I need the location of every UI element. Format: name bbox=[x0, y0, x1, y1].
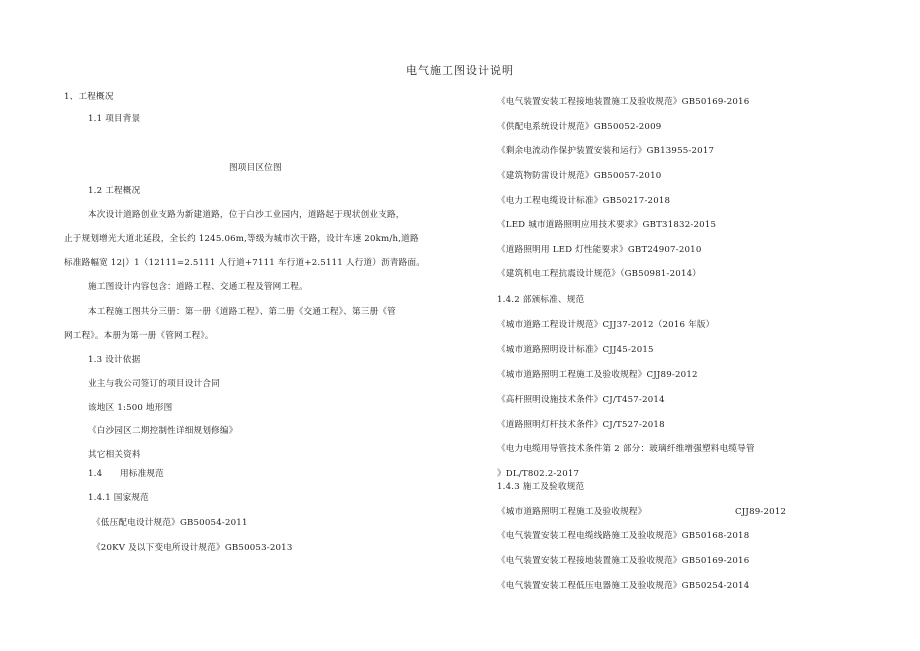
standard-item-code: CJJ89-2012 bbox=[735, 507, 787, 517]
standard-item: 《电气装置安装工程电缆线路施工及验收规范》GB50168-2018 bbox=[497, 531, 750, 541]
section-heading-1: 1、工程概况 bbox=[64, 92, 114, 102]
standard-item: 《高杆照明设施技术条件》CJ/T457-2014 bbox=[497, 395, 665, 405]
section-heading-1-4-number: 1.4 bbox=[88, 469, 103, 479]
section-heading-1-1: 1.1 项目背景 bbox=[88, 114, 141, 124]
section-heading-1-3: 1.3 设计依据 bbox=[88, 355, 141, 365]
standard-item: 《低压配电设计规范》GB50054-2011 bbox=[92, 518, 248, 528]
standard-item: 《电气装置安装工程接地装置施工及验收规范》GB50169-2016 bbox=[497, 556, 750, 566]
basis-item: 其它相关资料 bbox=[88, 450, 141, 460]
section-heading-1-4-text: 用标准规范 bbox=[120, 469, 164, 479]
standard-item: 《建筑物防雷设计规范》GB50057-2010 bbox=[497, 171, 662, 181]
standard-item: 《LED 城市道路照明应用技术要求》GBT31832-2015 bbox=[497, 220, 717, 230]
section-heading-1-4-2: 1.4.2 部颁标准、规范 bbox=[497, 295, 585, 305]
section-heading-1-4-1: 1.4.1 国家规范 bbox=[88, 493, 149, 503]
paragraph-line: 网工程》。本册为第一册《管网工程》。 bbox=[64, 331, 214, 341]
figure-caption: 图项目区位图 bbox=[229, 163, 282, 173]
standard-item: 《城市道路照明设计标准》CJJ45-2015 bbox=[497, 345, 654, 355]
standard-item: 《电力电缆用导管技术条件第 2 部分：玻璃纤维增强塑料电缆导管 bbox=[497, 444, 755, 454]
section-heading-1-2: 1.2 工程概况 bbox=[88, 186, 141, 196]
document-title: 电气施工图设计说明 bbox=[406, 64, 514, 77]
standard-item: 《供配电系统设计规范》GB50052-2009 bbox=[497, 122, 662, 132]
standard-item: 《城市道路工程设计规范》CJJ37-2012（2016 年版） bbox=[497, 320, 715, 330]
standard-item-name: 《城市道路照明工程施工及验收规程》 bbox=[497, 507, 647, 517]
standard-item: 《城市道路照明工程施工及验收规程》CJJ89-2012 bbox=[497, 370, 698, 380]
section-heading-1-4-3: 1.4.3 施工及验收规范 bbox=[497, 482, 585, 492]
basis-item: 业主与我公司签订的项目设计合同 bbox=[88, 379, 220, 389]
paragraph-line: 施工图设计内容包含：道路工程、交通工程及管网工程。 bbox=[88, 282, 308, 292]
standard-item: 《电气装置安装工程接地装置施工及验收规范》GB50169-2016 bbox=[497, 97, 750, 107]
standard-item: 《道路照明用 LED 灯性能要求》GBT24907-2010 bbox=[497, 245, 702, 255]
standard-item: 《电力工程电缆设计标准》GB50217-2018 bbox=[497, 196, 671, 206]
paragraph-line: 本次设计道路创业支路为新建道路，位于白沙工业园内，道路起于现状创业支路， bbox=[88, 210, 405, 220]
paragraph-line: 本工程施工图共分三册：第一册《道路工程》、第二册《交通工程》、第三册《管 bbox=[88, 307, 396, 317]
standard-item: 《建筑机电工程抗震设计规范》（GB50981-2014） bbox=[497, 269, 702, 279]
basis-item: 《白沙园区二期控制性详细规划修编》 bbox=[88, 426, 238, 436]
standard-item: 《剩余电流动作保护装置安装和运行》GB13955-2017 bbox=[497, 146, 715, 156]
standard-item: 《20KV 及以下变电所设计规范》GB50053-2013 bbox=[92, 543, 293, 553]
paragraph-line: 标准路幅宽 12|）1（12111=2.5111 人行道+7111 车行道+2.5111 人行道）沥青路面。 bbox=[64, 258, 426, 268]
standard-item-continued: 》DL/T802.2-2017 bbox=[497, 469, 580, 479]
standard-item: 《道路照明灯杆技术条件》CJ/T527-2018 bbox=[497, 420, 665, 430]
standard-item: 《电气装置安装工程低压电器施工及验收规范》GB50254-2014 bbox=[497, 581, 750, 591]
basis-item: 该地区 1:500 地形图 bbox=[88, 403, 173, 413]
paragraph-line: 止于规划增光大道北延段，全长约 1245.06m,等级为城市次干路，设计车速 20km/h,道路 bbox=[64, 234, 419, 244]
